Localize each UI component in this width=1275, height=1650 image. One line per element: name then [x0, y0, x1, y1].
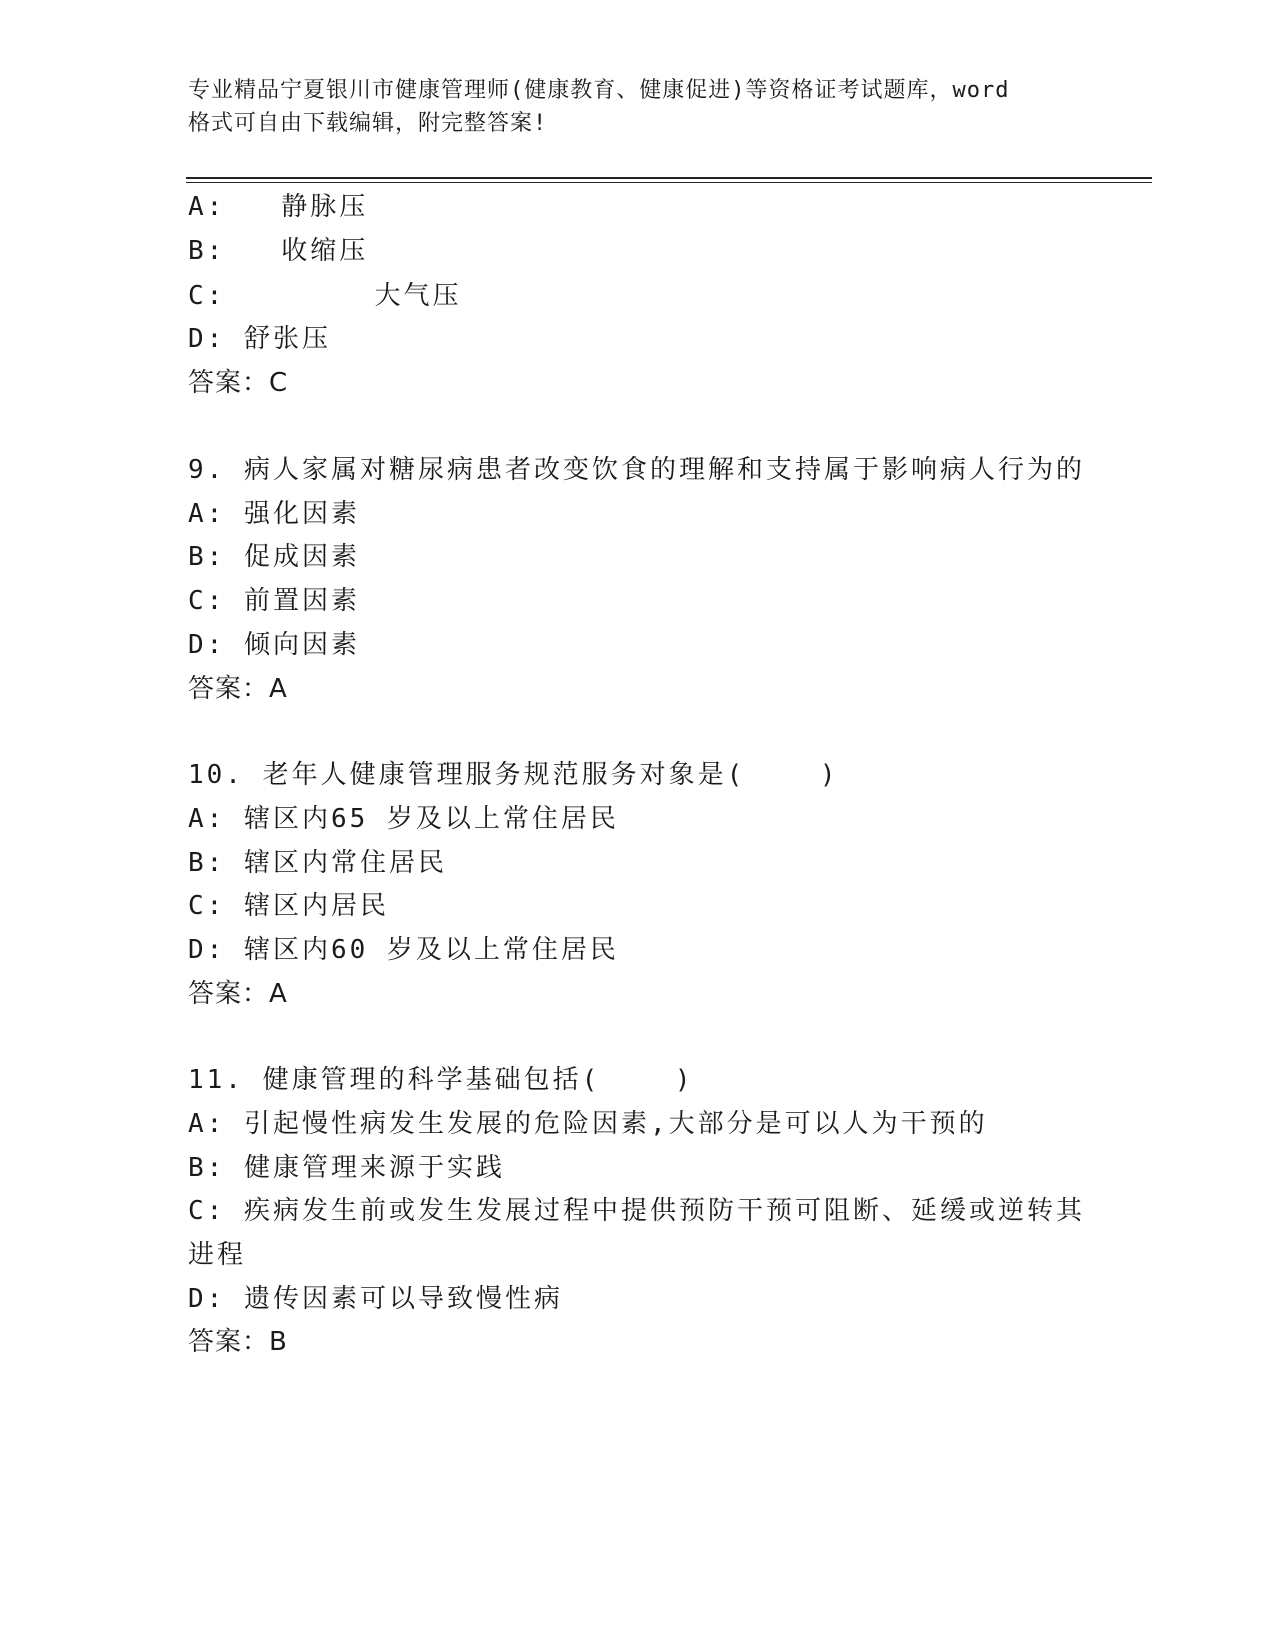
q11-option-a: A: 引起慢性病发生发展的危险因素,大部分是可以人为干预的	[188, 1109, 988, 1139]
q11-answer: 答案：B	[188, 1327, 288, 1357]
q11-option-c-line-1: C: 疾病发生前或发生发展过程中提供预防干预可阻断、延缓或逆转其	[188, 1196, 1085, 1226]
header-divider-thin	[186, 182, 1152, 183]
q11-option-b: B: 健康管理来源于实践	[188, 1153, 505, 1183]
q8-option-c: C: 大气压	[188, 281, 462, 311]
header-line-2: 格式可自由下载编辑，附完整答案!	[188, 111, 548, 136]
header-line-1: 专业精品宁夏银川市健康管理师(健康教育、健康促进)等资格证考试题库，word	[188, 78, 1010, 103]
header-divider-thick	[186, 177, 1152, 179]
q10-option-b: B: 辖区内常住居民	[188, 848, 447, 878]
q11-option-d: D: 遗传因素可以导致慢性病	[188, 1284, 563, 1314]
q10-option-a: A: 辖区内65 岁及以上常住居民	[188, 804, 619, 834]
q9-answer: 答案：A	[188, 674, 288, 704]
q9-option-d: D: 倾向因素	[188, 630, 360, 660]
q8-option-a: A: 静脉压	[188, 192, 369, 222]
q9-option-c: C: 前置因素	[188, 586, 360, 616]
q8-option-b: B: 收缩压	[188, 236, 369, 266]
q9-option-b: B: 促成因素	[188, 542, 360, 572]
q10-stem: 10. 老年人健康管理服务规范服务对象是( )	[188, 760, 839, 790]
q9-option-a: A: 强化因素	[188, 499, 360, 529]
q8-option-d: D: 舒张压	[188, 324, 331, 354]
q10-option-d: D: 辖区内60 岁及以上常住居民	[188, 935, 619, 965]
document-header	[188, 74, 1088, 140]
q10-answer: 答案：A	[188, 979, 288, 1009]
q10-option-c: C: 辖区内居民	[188, 891, 389, 921]
q11-option-c-line-2: 进程	[188, 1240, 247, 1270]
q11-stem: 11. 健康管理的科学基础包括( )	[188, 1065, 694, 1095]
q9-stem: 9. 病人家属对糖尿病患者改变饮食的理解和支持属于影响病人行为的	[188, 455, 1085, 485]
q8-answer: 答案：C	[188, 368, 289, 398]
